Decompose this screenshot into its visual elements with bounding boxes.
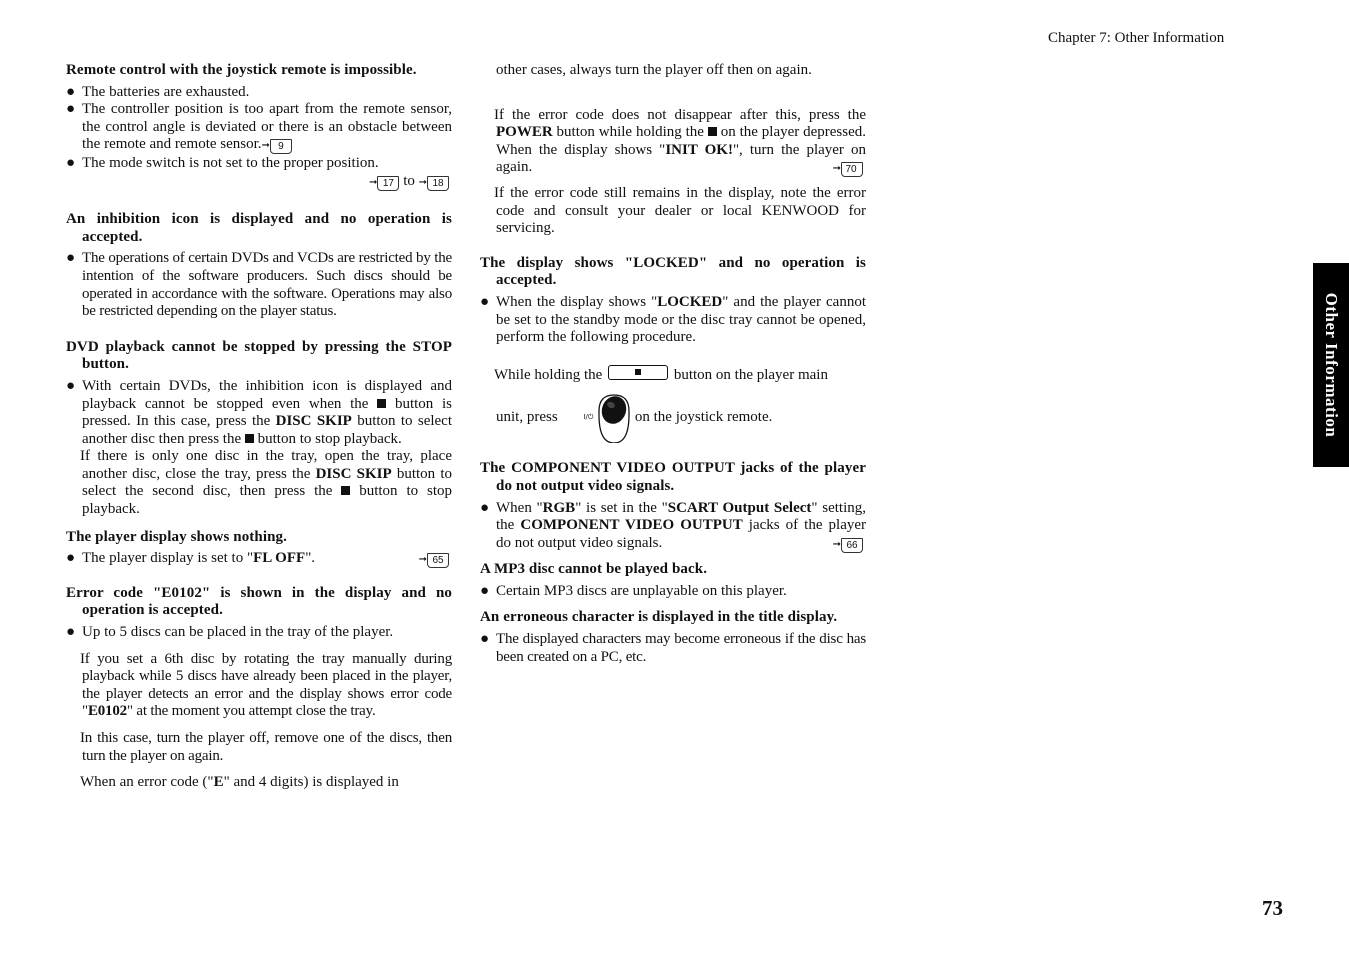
book-icon: 9 xyxy=(270,139,292,154)
paragraph: In this case, turn the player off, remove one of the discs, then turn the player on again. xyxy=(80,730,452,764)
list-item: ● The displayed characters may become erroneous if the disc has been created on a PC, etc. xyxy=(480,631,866,665)
book-icon: 65 xyxy=(427,553,449,568)
heading-mp3: A MP3 disc cannot be played back. xyxy=(480,561,708,578)
bullet-icon: ● xyxy=(480,631,489,648)
book-icon: 70 xyxy=(841,162,863,177)
arrow-icon: ➞ xyxy=(832,538,841,550)
bullet-icon: ● xyxy=(66,101,76,118)
arrow-icon: ➞ xyxy=(832,163,841,175)
paragraph: If the error code still remains in the display, note the error code and consult your dealer or local KENWOOD for servicing. xyxy=(494,184,866,237)
paragraph: If you set a 6th disc by rotating the tray manually during playback while 5 discs have already been placed in the player, the player detects an error and the display shows error code "E0102" at the moment you attempt close the tray. xyxy=(80,650,452,720)
heading-remote-impossible: Remote control with the joystick remote is impossible. xyxy=(66,62,417,78)
bullet-icon: ● xyxy=(66,550,76,567)
list-item: ● The mode switch is not set to the proper position. xyxy=(66,154,379,171)
paragraph: unit, press I/⏻ on the joystick remote. xyxy=(480,392,866,442)
list-item: ● The player display is set to "FL OFF". ➞ 65 xyxy=(66,550,452,568)
side-tab-label: Other Information xyxy=(1321,292,1341,438)
list-item: ● Certain MP3 discs are unplayable on this player. xyxy=(480,582,787,599)
heading-locked: The display shows "LOCKED" and no operation is accepted. xyxy=(480,254,866,289)
stop-button-icon xyxy=(608,365,668,380)
bullet-icon: ● xyxy=(480,293,490,310)
heading-error-e0102: Error code "E0102" is shown in the display and no operation is accepted. xyxy=(66,584,452,619)
page-number: 73 xyxy=(1262,896,1283,920)
list-item: ● When the display shows "LOCKED" and the player cannot be set to the standby mode or the disc tray cannot be opened, perform the following procedure. xyxy=(480,293,866,346)
heading-erroneous-character: An erroneous character is displayed in the title display. xyxy=(480,609,838,626)
paragraph: other cases, always turn the player off then on again. xyxy=(496,62,812,78)
list-item: ● The controller position is too apart from the remote sensor, the control angle is deviated or there is an obstacle between the remote and remote sensor.➞ 9 xyxy=(66,101,452,153)
page-reference xyxy=(262,136,292,152)
heading-dvd-stop: DVD playback cannot be stopped by pressing the STOP button. xyxy=(66,338,452,373)
right-column xyxy=(480,62,866,666)
heading-component-video: The COMPONENT VIDEO OUTPUT jacks of the player do not output video signals. xyxy=(480,460,866,494)
power-label: I/⏻ xyxy=(583,413,594,422)
bullet-icon: ● xyxy=(66,624,76,641)
list-item: ● The batteries are exhausted. xyxy=(66,83,250,100)
paragraph: If there is only one disc in the tray, open the tray, place another disc, close the tray, press the DISC SKIP button to select the second disc, then press the button to stop playback. xyxy=(80,448,453,518)
bullet-icon: ● xyxy=(480,582,490,599)
joystick-remote-icon xyxy=(597,393,631,443)
bullet-icon: ● xyxy=(66,377,76,394)
bullet-icon: ● xyxy=(66,83,76,100)
list-item: ● With certain DVDs, the inhibition icon is displayed and playback cannot be stopped even when the button is pressed. In this case, press the DISC SKIP button to select another disc then press the button to stop playback. xyxy=(66,377,453,447)
stop-icon xyxy=(341,486,350,495)
paragraph: While holding the button on the player main xyxy=(494,366,828,383)
paragraph: If the error code does not disappear after this, press the POWER button while holding the on the player depressed. When the display shows "INIT OK!", turn the player on again. ➞ 70 xyxy=(480,107,866,177)
book-icon: 17 xyxy=(377,176,399,191)
bullet-icon: ● xyxy=(66,154,76,171)
list-item: ● Up to 5 discs can be placed in the tray of the player. xyxy=(66,624,394,641)
heading-display-nothing: The player display shows nothing. xyxy=(66,528,288,545)
chapter-header: Chapter 7: Other Information xyxy=(1048,30,1225,46)
list-item: ● The operations of certain DVDs and VCDs are restricted by the intention of the software producers. Such discs should be operated in accordance with the software. Operations may also be restricted depending on the player status. xyxy=(66,250,452,320)
arrow-icon: ➞ xyxy=(369,176,378,188)
stop-icon xyxy=(377,399,386,408)
page-reference-range: ➞ 17 to ➞ 18 xyxy=(66,173,449,192)
heading-inhibition-icon: An inhibition icon is displayed and no operation is accepted. xyxy=(66,211,452,245)
bullet-icon: ● xyxy=(66,250,75,267)
list-item: ● When "RGB" is set in the "SCART Output Select" setting, the COMPONENT VIDEO OUTPUT jacks of the player do not output video signals. ➞ 66 xyxy=(480,500,866,553)
stop-icon xyxy=(245,434,254,443)
page-reference xyxy=(419,550,449,569)
bullet-icon: ● xyxy=(480,499,490,516)
paragraph: When an error code ("E" and 4 digits) is displayed in xyxy=(80,774,399,791)
arrow-icon: ➞ xyxy=(261,140,270,152)
side-tab xyxy=(1313,263,1349,467)
book-icon: 66 xyxy=(841,538,863,553)
left-column xyxy=(66,62,452,792)
stop-icon xyxy=(708,127,717,136)
book-icon: 18 xyxy=(427,176,449,191)
arrow-icon: ➞ xyxy=(418,554,427,566)
page-reference xyxy=(832,159,863,178)
arrow-icon: ➞ xyxy=(418,176,427,188)
page-reference xyxy=(833,535,863,554)
